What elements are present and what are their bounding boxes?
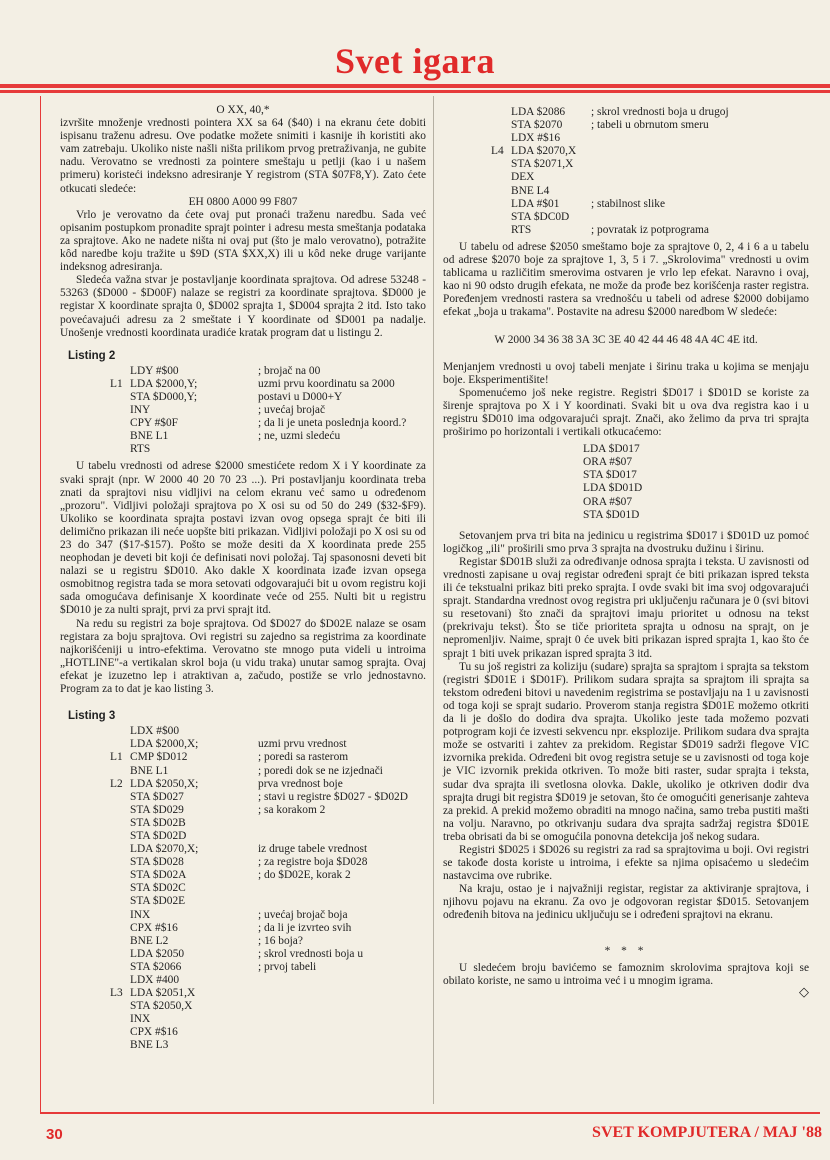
code-comment: ; ne, uzmi sledeću [258,430,341,443]
code-comment [258,443,426,456]
code-label: L1 [110,377,123,390]
code-instruction: CMP $D012 [130,751,188,764]
code-line [110,987,426,1000]
code-label [110,1000,130,1013]
code-instruction: BNE L2 [130,934,169,947]
code-line [110,856,426,869]
code-comment: ; da li je izvrteo svih [258,921,352,934]
code-instruction: RTS [511,223,532,236]
code-line [110,417,426,430]
code-label [110,935,130,948]
code-comment: ; uvećaj brojač [258,404,326,417]
code-comment [591,145,809,158]
code-label [110,1039,130,1052]
code-line [110,804,426,817]
header-rule-top [0,84,830,88]
code-comment [258,1000,426,1013]
code-instruction: LDA $2051,X [130,987,196,1000]
code-instruction: STA $2071,X [511,158,574,171]
code-instruction: STA $D02A [130,869,187,882]
listing-3-title: Listing 3 [68,710,116,723]
code-label: L1 [110,751,123,764]
code-line [491,224,809,237]
footer-rule [40,1112,820,1114]
code-instruction: LDX #400 [130,974,180,986]
command-line: W 2000 34 36 38 3A 3C 3E 40 42 44 46 48 4A 4C 4E itd. [494,333,758,346]
code-comment: ; tabeli u obrnutom smeru [591,119,709,132]
code-comment [258,974,426,987]
code-comment: ; da li je uneta poslednja koord.? [258,417,407,430]
code-label [110,869,130,882]
code-line: STA $D017 [583,469,637,482]
page-number: 30 [46,1126,63,1143]
code-instruction: STA $D02B [130,816,186,829]
code-instruction: STA $2066 [130,960,182,973]
equation-line: O XX, 40,* [216,104,270,116]
code-comment [258,817,426,830]
paragraph: Tu su još registri za koliziju (sudare) sprajta sa sprajtom i sprajta sa tekstom (registri $D01E i $D01F). Prilikom sudara sprajta sa sprajtom ili sprajta sa tekstom određeni bitovi u navedenim registrima se postavljaju na 1 u zavisnosti od toga koji se sprajt sudario. Proverom stanja registra $D01E možemo otkriti da li je došlo do dodira dva sprajta. Ukoliko jeste tada možemo pozvati potprogram koji će izvesti sekvencu npr. eksplozije. Prilikom sudara dva sprajta može se ostvariti i zahtev za prekidom. Registar $D019 sadrži flegove VIC izvornika prekida. Određeni bit ovog registra setuje se u zavisnosti od toga koje je VIC izvornik prekida otkriven. To može biti raster, sudar sprajta i teksta, sudar dva sprajta ili svetlosna olovka. Dakle, ukoliko je otkriven dodir dva sprajta drugi bit registra $D019 je setovan, što će omogućiti generisanje zahteva za prekid. A prekid možemo obraditi na mnogo načina, samo treba pustiti mašti na volju. Naravno, po otkrivanju sudara dva sprajta sadržaj registra $D01E treba obrisati da bi se omogućila ponovna detekcija još nekog sudara. [443,660,809,843]
code-comment [591,185,809,198]
code-instruction: INX [130,908,151,921]
code-instruction: CPX #$16 [130,1026,178,1039]
code-instruction: LDA $2000,X; [130,738,199,751]
code-instruction: LDA $2086 [511,106,566,118]
code-line [110,1039,426,1052]
code-label [110,430,130,443]
code-line [110,909,426,922]
code-comment: prva vrednost boje [258,777,343,790]
code-label [110,830,130,843]
code-comment: ; uvećaj brojač boja [258,908,348,921]
code-line [110,882,426,895]
code-instruction: STA $D02E [130,895,186,908]
code-label [491,224,511,237]
code-label [110,909,130,922]
code-comment [258,882,426,895]
code-line: ORA #$07 [583,495,633,508]
code-line [110,869,426,882]
code-comment [258,987,426,1000]
code-label: L3 [110,987,123,1000]
code-line [110,948,426,961]
code-label [110,765,130,778]
code-label [110,895,130,908]
code-line [491,119,809,132]
code-label [491,171,511,184]
code-label [491,158,511,171]
code-line [110,404,426,417]
code-comment [591,211,809,224]
code-label [110,882,130,895]
code-comment [591,132,809,145]
code-line [110,830,426,843]
code-label [110,1013,130,1026]
code-comment [258,1039,426,1052]
code-comment: uzmi prvu vrednost [258,738,347,751]
code-label [110,961,130,974]
code-instruction: RTS [130,443,151,456]
code-instruction: INY [130,404,151,417]
code-comment: uzmi prvu koordinatu sa 2000 [258,377,395,390]
code-label [110,856,130,869]
code-line [110,843,426,856]
paragraph: Registar $D01B služi za određivanje odnosa sprajta i teksta. U zavisnosti od vrednosti zapisane u ovaj registar određeni sprajt će biti prikazan ispred teksta ili će tekstualni prikaz biti preko sprajta. I ovde svaki bit ima svoj odgovarajući sprajt. Standardna vrednost ovog registra pri uključenju računara je 0 (svi bitovi su resetovani) što znači da sprajtovi imaju prioritet u odnosu na tekst (prekrivaju tekst). Što se tiče prioriteta sprajta u odnosu na sprajt, on je nepromenljiv. Naime, sprajt 0 će uvek biti prikazan ispred sprajta 1, kao što će sprajt 1 biti uvek prikazan ispred sprajta 3 itd. [443,555,809,660]
paragraph: Menjanjem vrednosti u ovoj tabeli menjate i širinu traka u kojima se menjaju boje. Eksperimentišite! [443,360,809,386]
code-instruction: BNE L1 [130,430,169,443]
paragraph: U sledećem broju bavićemo se famoznim skrolovima sprajtova koji se obilato koriste, ne samo u introima već i u mnogim igrama. [443,961,809,987]
code-label [110,725,130,738]
paragraph: Na redu su registri za boje sprajtova. Od $D027 do $D02E nalaze se osam registara za boju sprajtova. Ovi registri su zajedno sa registrima za koordinate najkorišćeniji u intro-efektima. Verovatno ste mnogo puta videli u introima „HOTLINE"-a vertikalan skrol boja (u vidu traka) unutar samog sprajta. Ovaj efekat je izuzetno lep i atraktivan a, začudo, postiže se vrlo jednostavno. Program za to dat je kao listing 3. [60,617,426,696]
code-line [110,961,426,974]
code-line [491,106,809,119]
code-line: STA $D01D [583,508,640,521]
paragraph: izvršite množenje vrednosti pointera XX sa 64 ($40) i na ekranu ćete dobiti ispisanu traženu adresu. Ove podatke možete snimiti i kasnije ih koristiti ako vam zatrebaju. Ukoliko niste našli ništa prilikom prvog pretraživanja, ne gubite nadu. Verovatno se vrednosti za pointere smeštaju u petlji (kao i u našem primeru) koristeći indeksno adresiranje Y registrom (STA $07F8,Y). Zato ćete otkucati sledeće: [60,117,426,195]
code-instruction: CPX #$16 [130,921,178,934]
code-label [110,417,130,430]
paragraph: Sledeća važna stvar je postavljanje koordinata sprajtova. Od adrese 53248 - 53263 ($D000 - $D00F) nalaze se registri za koordinate sprajtova. $D000 je registar X koordinate sprajta 0, $D002 sprajta 1, $D004 sprajta 2 itd. Isto tako povećavajući adresu za 2 smeštate i Y koordinate od $D001 pa nadalje. Unošenje vrednosti koordinata uradiće kratak program dat u listingu 2. [60,274,426,339]
code-comment [258,1026,426,1039]
code-label [491,119,511,132]
code-line [491,132,809,145]
code-line [110,738,426,751]
left-column [60,104,426,1057]
code-comment [258,830,426,843]
code-line [110,895,426,908]
code-line [110,1026,426,1039]
code-line [110,751,426,764]
code-comment: ; sa korakom 2 [258,803,326,816]
paragraph: U tabelu vrednosti od adrese $2000 smestićete redom X i Y koordinate za svaki sprajt (npr. W 2000 40 20 70 23 ...). Pri postavljanju koordinata treba znati da sprajtovi nisu vidljivi na celom ekranu već samo u određenom „prozoru". Vidljivi položaji sprajtova po X osi su od 50 do 249 ($32-$F9). Ukoliko se koordinata sprajta postavi izvan ovog opsega sprajt će biti ili delimično prikazan ili neće uopšte biti prikazan. Vidljivi položaji po X osi su od 23 do 347 ($17-$157). Pošto se može desiti da X koordinata prede 255 neophodan je deveti bit koji će definisati novi položaj. Taj spasonosni deveti bit nalazi se u registru $D010. Ako dakle X koordinata izađe izvan opsega osmobitnog registra tada se mora setovati odgovarajući bit u ovom registru koji sada omogućava definisanje X koordinate veće od 255. Nulti bit u registru $D010 je za nulti sprajt, prvi za prvi sprajt itd. [60,460,426,617]
code-line [491,145,809,158]
paragraph: U tabelu od adrese $2050 smeštamo boje za sprajtove 0, 2, 4 i 6 a u tabelu od adrese $2070 boje za sprajtove 1, 3, 5 i 7. „Skrolovima" vrednosti u ovim tablicama u različitim smerovima ostvaren je vrlo lep efekat. Naravno i ovaj, kao ni 90 odsto drugih efekata, ne može da prođe bez korišćenja raster registra. Poređenjem vrednosti rastera sa vrednošću u tabeli od adrese $2000 dobijamo efekat „boja u trakama". Postavite na adresu $2000 naredbom W sledeće: [443,240,809,319]
code-instruction: STA $D029 [130,803,184,816]
code-line: LDA $D017 [583,443,640,456]
code-label [110,365,130,378]
code-instruction: STA $D02D [130,829,187,842]
code-comment: ; za registre boja $D028 [258,856,368,869]
code-line [110,378,426,391]
listing-3-code [110,725,426,1052]
paragraph: Spomenućemo još neke registre. Registri $D017 i $D01D se koriste za širenje sprajtova po X i Y koordinati. Svaki bit u ova dva registra kao i u registru $D010 ima odgovarajući sprajt. Znači, ako želimo da prva tri sprajta proširimo po horizontali i vertikali otkucaćemo: [443,386,809,439]
code-instruction: LDA $2070,X; [130,843,199,856]
code-label [110,791,130,804]
code-instruction: STA $DC0D [511,210,570,223]
code-line [491,171,809,184]
header-rule-bottom [0,90,830,93]
code-instruction: STA $2050,X [130,1000,193,1013]
end-mark-icon: ◇ [799,984,809,1000]
code-label [491,185,511,198]
code-label [110,922,130,935]
paragraph: Setovanjem prva tri bita na jedinicu u registrima $D017 i $D01D uz pomoć logičkog „ili" proširili smo prva 3 sprajta na dvostruku dužinu i širinu. [443,529,809,555]
code-instruction: INX [130,1013,151,1026]
code-comment [258,725,426,738]
code-line [110,778,426,791]
code-comment [591,158,809,171]
code-label [491,106,511,119]
code-instruction: LDA $2050,X; [130,777,199,790]
code-label [110,391,130,404]
code-instruction: LDA #$01 [511,197,560,210]
code-comment: ; 16 boja? [258,934,303,947]
code-comment [258,1013,426,1026]
code-line [491,211,809,224]
code-instruction: BNE L1 [130,764,169,777]
code-line [491,198,809,211]
code-instruction: STA $D000,Y; [130,390,198,403]
paragraph: Vrlo je verovatno da ćete ovaj put pronaći traženu naredbu. Sada već opisanim postupkom pronadite sprajt pointer i adresu mesta smeštanja podataka za sprajtove. Ako ne nadete ništa ni ovaj put (što je malo verovatno), potražite kôd naredbe koju tražite u $9D (STA $XX,X) ili u kôd neke druge varijante indeksnog adresiranja. [60,208,426,274]
code-comment: ; povratak iz potprograma [591,223,709,236]
code-line [110,817,426,830]
code-instruction: BNE L4 [511,184,550,197]
code-instruction: LDY #$00 [130,364,179,377]
code-line: ORA #$07 [583,456,633,469]
paragraph: Registri $D025 i $D026 su registri za rad sa sprajtovima u boji. Ovi registri se takođe dosta koriste u introima, i efekte sa njima opisaćemo u sledećim nastavcima ove rubrike. [443,843,809,883]
code-instruction: LDA $2050 [130,947,185,960]
code-instruction: LDX #$16 [511,132,561,145]
code-label: L2 [110,777,123,790]
code-label [110,948,130,961]
code-instruction: STA $D02C [130,882,186,895]
frame-left-rule [40,96,41,1112]
listing-2-title: Listing 2 [68,349,116,362]
paragraph: Na kraju, ostao je i najvažniji registar, registar za aktiviranje sprajtova, i njihovu pojavu na ekranu. Za ovo je odgovoran registar $D015. Setovanjem određenih bitova na jedinicu uključuju se i određeni sprajtovi na ekranu. [443,883,809,922]
code-instruction: STA $D027 [130,790,184,803]
code-comment [258,895,426,908]
code-comment: ; do $D02E, korak 2 [258,869,351,882]
code-line [110,443,426,456]
code-label [110,738,130,751]
code-line [491,158,809,171]
code-comment [591,171,809,184]
code-label [110,404,130,417]
section-separator: * * * [604,944,648,957]
code-line [110,935,426,948]
right-column [443,104,809,999]
code-instruction: LDA $2070,X [511,145,577,158]
code-label [110,817,130,830]
code-comment: ; poredi dok se ne izjednači [258,764,383,777]
code-comment: postavi u D000+Y [258,390,343,403]
code-comment: ; stabilnost slike [591,197,666,210]
code-label [110,443,130,456]
listing-2-code [110,365,426,457]
code-label [491,211,511,224]
code-line [110,391,426,404]
code-instruction: LDX #$00 [130,725,180,738]
code-comment: ; poredi sa rasterom [258,751,349,764]
magazine-footer: SVET KOMPJUTERA / MAJ '88 [592,1124,822,1141]
code-line [110,791,426,804]
code-instruction: LDA $2000,Y; [130,377,198,390]
code-line [110,974,426,987]
code-comment: iz druge tabele vrednost [258,843,368,856]
code-line [110,725,426,738]
code-line [491,185,809,198]
section-title: Svet igara [335,41,495,81]
expand-sprites-code [583,443,809,522]
code-line [110,1000,426,1013]
listing-3-continued [491,106,809,237]
code-line [110,365,426,378]
code-label: L4 [491,145,504,158]
code-instruction: BNE L3 [130,1039,169,1052]
code-comment: ; skrol vrednosti boja u drugoj [591,106,729,118]
code-comment: ; skrol vrednosti boja u [258,947,364,960]
code-comment: ; stavi u registre $D027 - $D02D [258,790,408,803]
code-label [491,132,511,145]
code-instruction: STA $2070 [511,119,563,132]
code-comment: ; prvoj tabeli [258,960,317,973]
column-divider [433,96,434,1104]
code-line: LDA $D01D [583,482,643,495]
code-line [110,765,426,778]
code-instruction: STA $D028 [130,856,184,869]
equation-line: EH 0800 A000 99 F807 [188,195,298,208]
code-label [491,198,511,211]
code-label [110,974,130,987]
code-instruction: DEX [511,171,535,184]
code-line [110,922,426,935]
code-line [110,430,426,443]
code-label [110,804,130,817]
code-instruction: CPY #$0F [130,417,179,430]
code-comment: ; brojač na 00 [258,364,321,377]
code-label [110,843,130,856]
code-label [110,1026,130,1039]
code-line [110,1013,426,1026]
